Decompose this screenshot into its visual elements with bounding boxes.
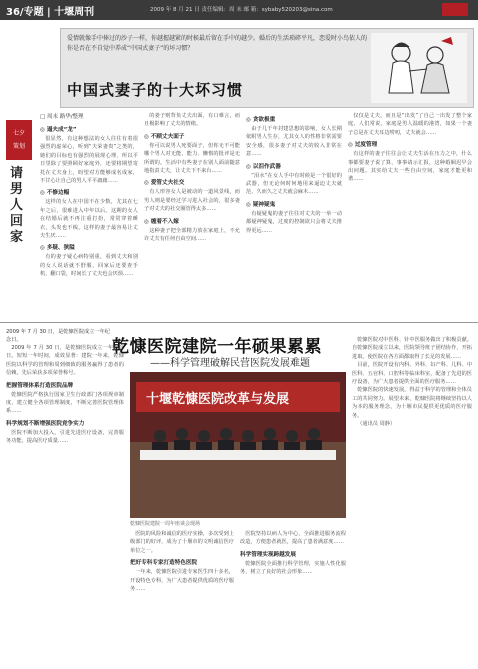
paragraph: 乾慷医院对中医科、针中医服务做出了积极贡献。自乾慷医院成立以来，医院领导班子团结协作，开拓进取，使医院在各方面都取得了长足的发展…… xyxy=(352,337,472,360)
article2-dateline: 2009 年 7 月 30 日，是乾慷医院成立一年纪念日。 xyxy=(6,329,110,343)
paragraph: 你可以说男人死要面子，但你无不可能哪个男人对无能、能力、懒惰的批评是无所谓的。生活中有些妻子在别人面前随意地指责丈夫，让丈夫下不来台…… xyxy=(144,142,240,175)
paragraph: 这种妻子把全部精力放在家庭上，不允许丈夫有任何自由空间…… xyxy=(144,227,240,243)
subheading: ◎ 疑神疑鬼 xyxy=(246,201,276,208)
paragraph: 有这样的妻子往往会让丈夫生活在压力之中，什么事都要妻子说了算，事事请示汇报，这种婚姻迟早会出问题。其实给丈夫一些自由空间，家庭才能更和谐…… xyxy=(348,151,472,183)
photo-caption: 乾慷医院建院一周年座谈会现场 xyxy=(130,521,201,527)
paragraph: 一年来，乾慷医院引进专家医生四十多名，开设特色专科，为广大患者提供优质的医疗服务…… xyxy=(130,569,234,593)
paragraph: 很显然，有这种想法的女人往往有着很强烈的虚荣心，听到“夫荣妻贵”之类的，她们的目标也有强烈的展现心理，所以平日里除了要照顾好家庭外，还要将期望寄托在丈夫身上，盼望对方能够成名成家，不甘心让自己的男人平平庸庸…… xyxy=(40,136,138,185)
article2-left-column xyxy=(6,344,124,662)
paragraph: 目前，医院开设有内科、外科、妇产科、儿科、中医科、五官科、口腔科等临床科室，配备了先进的医疗设备，为广大患者提供全面的医疗服务…… xyxy=(352,362,472,386)
section-label: 36/专题 | 十堰周刊 xyxy=(6,7,95,18)
subheading: ◎ 不修边幅 xyxy=(40,190,70,197)
paragraph: 医院坚持以病人为中心，全面推进服务流程改造，方便患者就医，提高了患者满意度…… xyxy=(240,531,346,546)
paragraph: 医院的风险和诚信的医疗实操，多次受到上级部门的好评，成为了十堰市的文明诚信医疗单位之一。 xyxy=(130,531,234,554)
paragraph: 有疑疑鬼的妻子往往对丈夫的一举一动都疑神疑鬼，过度的控制欲只会将丈夫推得更远…… xyxy=(246,210,342,234)
paragraph: 乾慷医院严格执行国家卫生行政部门各项规章制度，建立健全各项管理制度，不断完善医院管理体系…… xyxy=(6,391,124,415)
couple-illustration xyxy=(371,33,467,103)
subheading: ◎ 缠着不入嫁 xyxy=(144,218,179,225)
subheading: ◎ 多疑、狭隘 xyxy=(40,245,75,252)
lede-box xyxy=(60,28,474,108)
subheading: 把好专科专家打造特色医院 xyxy=(130,560,198,567)
subheading: 科学规划不断增强医院竞争实力 xyxy=(6,420,85,427)
article1-column-3 xyxy=(246,112,342,318)
article1-column-4 xyxy=(348,112,472,318)
subheading: ◎ 逼夫成“龙” xyxy=(40,127,77,133)
article1-column-2 xyxy=(144,112,240,318)
article2-right-column xyxy=(352,336,472,664)
photo-banner-text: 十堰乾慷医院改革与发展 xyxy=(146,392,290,407)
paragraph: 由于几千年封建思想的影响，女人长期依附男人生存，尤其女人的性格非常需要安全感，很多妻子对丈夫的收入非常在意…… xyxy=(246,126,342,158)
paragraph: 的妻子则背负丈夫出面，有口难言，而且极影响了丈夫的情绪。 xyxy=(144,113,240,128)
subheading: 科学管理实现跨越发展 xyxy=(240,551,296,558)
subheading: ◎ 过度管理 xyxy=(348,142,378,149)
subheading: ◎ 以泪作武器 xyxy=(246,163,281,170)
tag-line-1: 七夕 xyxy=(12,130,25,137)
paragraph: 这样的女人在中国不在少数，尤其在七年之后，很难进入中年以后。这期的女人在结婚后就不再注重打扮，常常穿着睡衣，头发也不梳，这样的妻子最容易让丈夫生厌…… xyxy=(40,199,138,240)
feature-tag xyxy=(6,120,32,160)
subheading: ◎ 不顾丈夫面子 xyxy=(144,133,185,140)
lede-intro: 爱情就像手中捧过的沙子一样，你越握越紧的时候最后留在手中的越少。婚后的生活琐碎平凡，恋爱时小鸟依人的你是否在不自觉中养成“中国式妻子”的坏习惯？ xyxy=(67,35,368,52)
subheading: 把握管理体系打造医院品牌 xyxy=(6,382,74,389)
article2-subtitle: ——科学管理破解民营医院发展难题 xyxy=(150,358,310,369)
paragraph: 医院不断加大投入，引进先进医疗设备，完善服务功能，提高医疗质量…… xyxy=(6,429,124,445)
subheading: ◎ 贪欲极重 xyxy=(246,117,276,123)
paragraph: 有的妻子疑心病特别重，看到丈夫和别的女人说话就不舒服，回家后还要查手机、翻口袋，时间长了丈夫也会厌烦…… xyxy=(40,254,138,278)
byline: □ 周末 路华/整理 xyxy=(40,114,84,120)
subheading: ◎ 爱管丈夫社交 xyxy=(144,180,185,187)
paragraph: 乾慷医院的快速发展，得益于科学的管理和全体员工的共同努力。展望未来，乾慷医院将继续坚持以人为本的服务理念，为十堰市民提供更优质的医疗服务。 xyxy=(352,387,472,419)
event-photo xyxy=(130,372,346,518)
article2-title: 乾慷医院建院一年硕果累累 xyxy=(112,337,322,357)
paragraph: “泪水”在女人手中有时候是一个很好的武器，但无论何时何地用来逼迫丈夫就范，久而久之丈夫就会麻木…… xyxy=(246,172,342,196)
issue-meta: 2009 年 8 月 21 日 责任编辑：周 末 邮 箱：sybaby520203@sina.com xyxy=(150,7,333,13)
vertical-title: 请男人回家 xyxy=(10,166,24,245)
page-header xyxy=(0,0,478,20)
publication-logo xyxy=(442,3,468,16)
paragraph: 仅仅是丈夫，而且是“出发”了自己一出发了整个家庭，人们常说，家庭是男人温暖的港湾，如果一个妻子总是在丈夫耳边唠叨，丈夫就会…… xyxy=(348,113,472,136)
article2-mid-left-column xyxy=(130,530,234,664)
paragraph: 2009 年 7 月 30 日，是乾慷医院成立一年纪念日。短短一年时间，成效显著：建院一年来，乾慷医院以科学的管理和周到细致的服务赢得了患者的信赖，先后荣获多项荣誉称号。 xyxy=(6,345,124,377)
article2-mid-right-column xyxy=(240,530,346,664)
article-title: 中国式妻子的十大坏习惯 xyxy=(67,81,244,99)
article1-column-1 xyxy=(40,122,138,318)
paragraph: （通讯员 周静） xyxy=(357,421,396,428)
paragraph: 有人形容女人是被动的一道风景线，而男人则是要经过学习进入社会的，很多妻子对丈夫的社交圈管得太多…… xyxy=(144,189,240,213)
section-divider xyxy=(0,322,478,323)
paragraph: 乾慷医院全面推行科学管理，实施人性化服务，树立了良好的社会形象…… xyxy=(240,560,346,576)
tag-line-2: 策划 xyxy=(12,143,25,150)
